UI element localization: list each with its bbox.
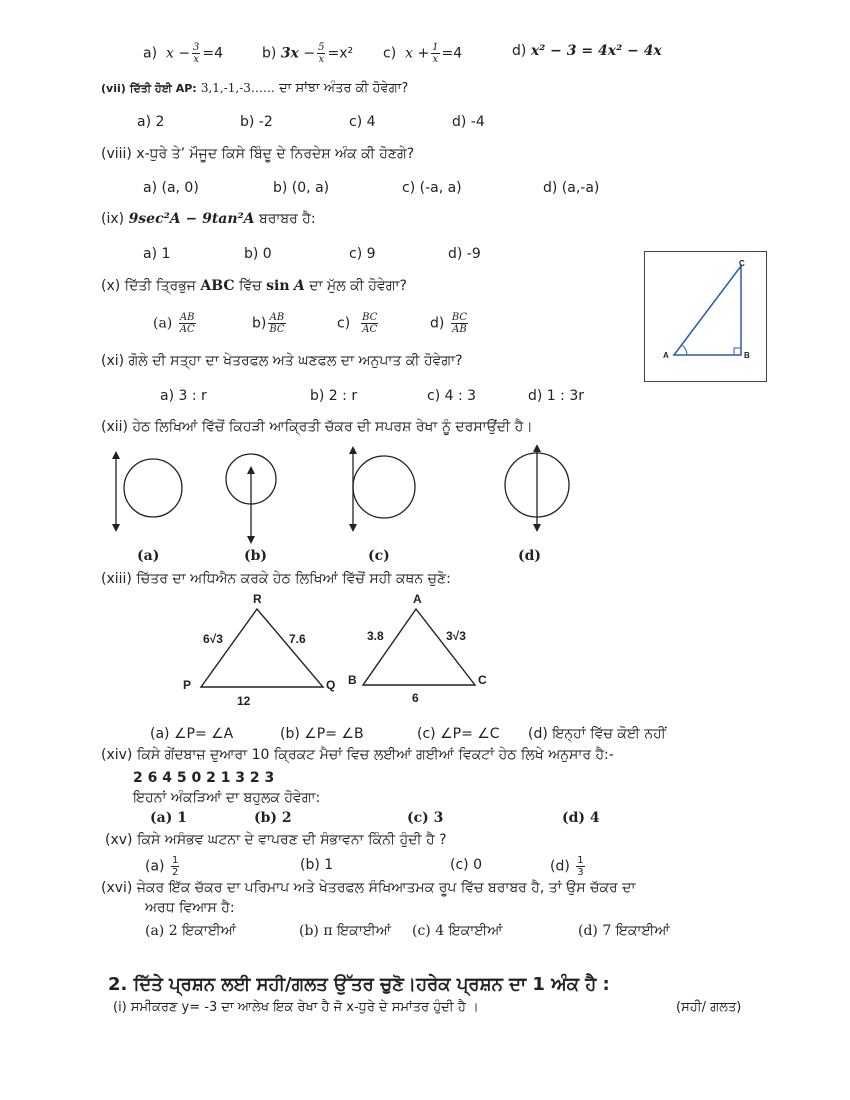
q13-option-c: (c) ∠P= ∠C [417, 726, 500, 742]
q11-question: (xi) ਗੋਲੇ ਦੀ ਸਤ੍ਹਾ ਦਾ ਖੇਤਰਫਲ ਅਤੇ ਘਣਫਲ ਦਾ ਅਨੁਪਾਤ ਕੀ ਹੋਵੇਗਾ? [101, 353, 463, 369]
q16-option-b: (b) π ਇਕਾਈਆਂ [299, 923, 391, 939]
vertex-b-label: B [744, 351, 750, 360]
q14-option-d: (d) 4 [562, 810, 600, 826]
q15-question: (xv) ਕਿਸੇ ਅਸੰਭਵ ਘਟਨਾ ਦੇ ਵਾਪਰਣ ਦੀ ਸੰਭਾਵਨਾ ਕਿੰਨੀ ਹੁੰਦੀ ਹੈ ? [105, 832, 447, 848]
q15-option-c: (c) 0 [450, 857, 482, 873]
q16-option-d: (d) 7 ਇਕਾਈਆਂ [578, 923, 670, 939]
q11-option-d: d) 1 : 3r [528, 388, 584, 404]
q12-label-b: (b) [244, 548, 268, 564]
q9-option-d: d) -9 [448, 246, 481, 262]
q8-question: (viii) x-ਧੁਰੇ ਤੇ’ ਮੌਜੂਦ ਕਿਸੇ ਬਿੰਦੂ ਦੇ ਨਿਰਦੇਸ਼ ਅੰਕ ਕੀ ਹੋਣਗੇ? [101, 146, 415, 162]
q6-option-c: c) x + $\frac{1}{x}$ =4 [383, 42, 463, 65]
section-2-q1-answer: (ਸਹੀ/ ਗਲਤ) [676, 1000, 742, 1015]
vertex-c-label: C [739, 259, 745, 268]
angle-a-arc [682, 345, 687, 355]
q10-option-d: d) $\frac{BC}{AB}$ [430, 312, 467, 335]
q7-option-d: d) -4 [452, 114, 485, 130]
q13-triangles [175, 588, 505, 713]
q13-option-d: (d) ਇਨ੍ਹਾਂ ਵਿੱਚ ਕੋਈ ਨਹੀਂ [528, 726, 666, 742]
q9-option-b: b) 0 [244, 246, 272, 262]
q14-option-c: (c) 3 [407, 810, 444, 826]
q10-question: (x) ਦਿੱਤੀ ਤ੍ਰਿਭੁਜ ABC ਵਿੱਚ sin A ਦਾ ਮੁੱਲ ਕੀ ਹੋਵੇਗਾ? [101, 278, 407, 294]
vertex-r-label: R [253, 592, 262, 606]
side-rq-label: 7.6 [289, 632, 306, 646]
q15-option-d: (d) $\frac{1}{3}$ [550, 855, 584, 878]
q14-option-a: (a) 1 [150, 810, 187, 826]
q12-label-c: (c) [368, 548, 390, 564]
side-bc-label: 6 [412, 691, 419, 705]
q11-option-b: b) 2 : r [310, 388, 358, 404]
triangle-abc [363, 609, 475, 685]
circle-a [124, 459, 182, 517]
q14-question: (xiv) ਕਿਸੇ ਗੇਂਦਬਾਜ਼ ਦੁਆਰਾ 10 ਕ੍ਰਿਕਟ ਮੈਚਾਂ ਵਿਚ ਲਈਆਂ ਗਈਆਂ ਵਿਕਟਾਂ ਹੇਠ ਲਿਖੇ ਅਨੁਸਾਰ ਹੈ:- [101, 747, 614, 763]
q7-option-a: a) 2 [137, 114, 165, 130]
q13-question: (xiii) ਚਿੱਤਰ ਦਾ ਅਧਿਐਨ ਕਰਕੇ ਹੇਠ ਲਿਖਿਆਂ ਵਿੱਚੋਂ ਸਹੀ ਕਥਨ ਚੁਣੋ: [101, 571, 451, 587]
side-ac-label: 3√3 [446, 629, 466, 643]
q8-option-d: d) (a,-a) [543, 180, 600, 196]
q14-option-b: (b) 2 [254, 810, 292, 826]
vertex-b-label-2: B [348, 673, 357, 687]
section-2-q1: (i) ਸਮੀਕਰਣ y= -3 ਦਾ ਆਲੇਖ ਇਕ ਰੇਖਾ ਹੈ ਜੋ x-ਧੁਰੇ ਦੇ ਸਮਾਂਤਰ ਹੁੰਦੀ ਹੈ । [113, 1000, 479, 1015]
q13-option-a: (a) ∠P= ∠A [150, 726, 234, 742]
q9-option-c: c) 9 [349, 246, 376, 262]
q12-tangent-figures [100, 445, 590, 545]
q11-option-a: a) 3 : r [160, 388, 207, 404]
q7-option-c: c) 4 [349, 114, 376, 130]
vertex-p-label: P [183, 678, 192, 692]
q6-option-d: d) x² − 3 = 4x² − 4x [512, 43, 662, 59]
q16-question-line1: (xvi) ਜੇਕਰ ਇੱਕ ਚੱਕਰ ਦਾ ਪਰਿਮਾਪ ਅਤੇ ਖੇਤਰਫਲ ਸੰਖਿਆਤਮਕ ਰੂਪ ਵਿੱਚ ਬਰਾਬਰ ਹੈ, ਤਾਂ ਉਸ ਚੱਕਰ ਦਾ [101, 880, 636, 896]
q11-option-c: c) 4 : 3 [427, 388, 477, 404]
q9-question: (ix) 9sec²A − 9tan²A ਬਰਾਬਰ ਹੈ: [101, 211, 316, 227]
vertex-c-label-2: C [478, 673, 487, 687]
q14-data: 2 6 4 5 0 2 1 3 2 3 [133, 770, 275, 786]
q12-label-d: (d) [518, 548, 542, 564]
vertex-a-label-2: A [413, 592, 422, 606]
q9-option-a: a) 1 [143, 246, 171, 262]
q8-option-c: c) (-a, a) [402, 180, 462, 196]
q8-option-b: b) (0, a) [273, 180, 330, 196]
q16-question-line2: ਅਰਧ ਵਿਆਸ ਹੈ: [145, 900, 235, 916]
q16-option-a: (a) 2 ਇਕਾਈਆਂ [145, 923, 237, 939]
q7-option-b: b) -2 [240, 114, 273, 130]
vertex-a-label: A [663, 351, 669, 360]
circle-c [353, 456, 415, 518]
q6-option-b: b) 3x − $\frac{5}{x}$ =x² [262, 42, 354, 65]
triangle-abc-figure [644, 251, 767, 382]
triangle-abc-shape [674, 266, 741, 355]
q16-option-c: (c) 4 ਇਕਾਈਆਂ [412, 923, 503, 939]
q10-option-c: c) $\frac{BC}{AC}$ [337, 312, 378, 335]
q12-label-a: (a) [137, 548, 160, 564]
q6-option-a: a) x − $\frac{3}{x}$ =4 [143, 42, 224, 65]
side-ab-label: 3.8 [367, 629, 384, 643]
q7-question: (vii) ਦਿੱਤੀ ਹੋਈ AP: 3,1,-1,-3…… ਦਾ ਸਾਂਝਾ ਅੰਤਰ ਕੀ ਹੋਵੇਗਾ? [101, 81, 409, 96]
q15-option-a: (a) $\frac{1}{2}$ [145, 855, 179, 878]
triangle-pqr [201, 609, 323, 687]
q14-subquestion: ਇਹਨਾਂ ਅੰਕੜਿਆਂ ਦਾ ਬਹੁਲਕ ਹੋਵੇਗਾ: [133, 790, 321, 806]
vertex-q-label: Q [326, 678, 336, 692]
section-2-heading: 2. ਦਿੱਤੇ ਪ੍ਰਸ਼ਨ ਲਈ ਸਹੀ/ਗਲਤ ਉੱਤਰ ਚੁਣੋ।ਹਰੇਕ ਪ੍ਰਸ਼ਨ ਦਾ 1 ਅੰਕ ਹੈ : [108, 974, 610, 995]
q13-option-b: (b) ∠P= ∠B [280, 726, 364, 742]
q12-question: (xii) ਹੇਠ ਲਿਖਿਆਂ ਵਿੱਚੋਂ ਕਿਹੜੀ ਆਕ੍ਰਿਤੀ ਚੱਕਰ ਦੀ ਸਪਰਸ਼ ਰੇਖਾ ਨੂੰ ਦਰਸਾਉਂਦੀ ਹੈ। [101, 419, 533, 435]
right-angle-mark [734, 348, 741, 355]
q10-option-a: (a) $\frac{AB}{AC}$ [153, 312, 195, 335]
q15-option-b: (b) 1 [300, 857, 334, 873]
side-pr-label: 6√3 [203, 632, 223, 646]
q8-option-a: a) (a, 0) [143, 180, 199, 196]
q10-option-b: b) $\frac{AB}{BC}$ [252, 312, 285, 335]
triangle-abc-diagram [645, 252, 766, 381]
side-pq-label: 12 [237, 694, 251, 708]
